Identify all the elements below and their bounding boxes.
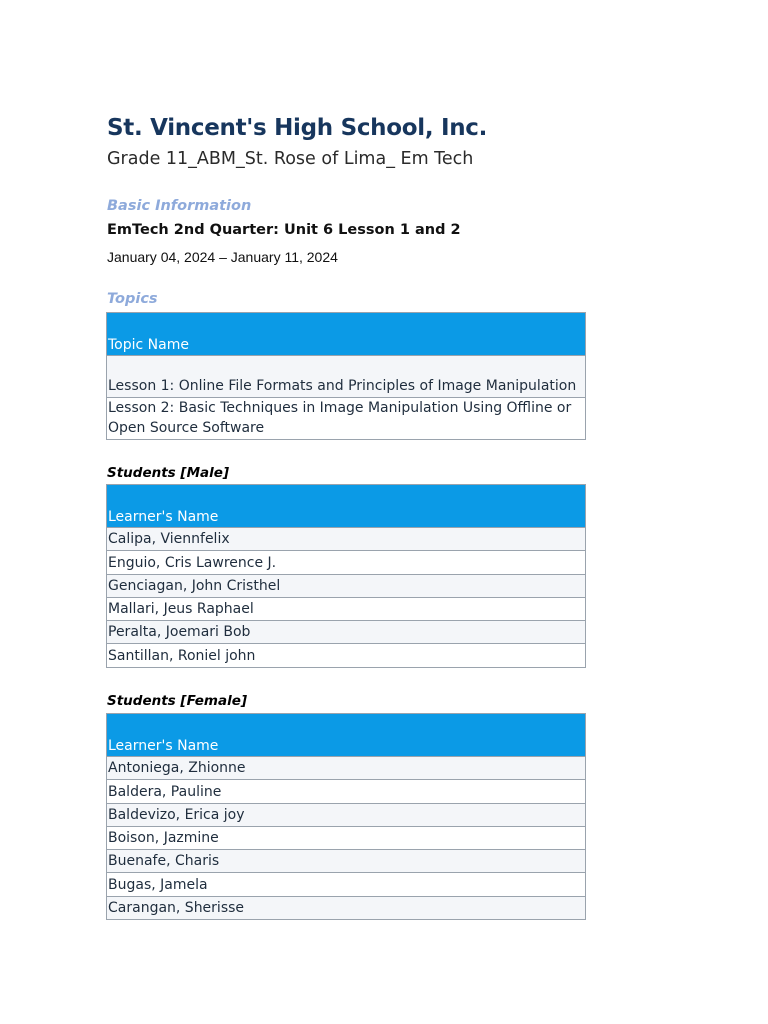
students-female-table <box>106 713 586 920</box>
learner-name-header: Learner's Name <box>107 485 586 528</box>
table-row <box>107 644 586 667</box>
learner-cell: Santillan, Roniel john <box>107 644 586 667</box>
learner-cell: Baldevizo, Erica joy <box>107 803 586 826</box>
learner-cell: Peralta, Joemari Bob <box>107 621 586 644</box>
table-row <box>107 528 586 551</box>
topics-table <box>106 312 586 440</box>
learner-cell: Boison, Jazmine <box>107 826 586 849</box>
topics-label: Topics <box>107 291 158 307</box>
lesson-title: EmTech 2nd Quarter: Unit 6 Lesson 1 and 2 <box>107 222 461 238</box>
table-row <box>107 896 586 919</box>
learner-cell: Bugas, Jamela <box>107 873 586 896</box>
date-range: January 04, 2024 – January 11, 2024 <box>107 249 338 265</box>
topic-cell: Lesson 1: Online File Formats and Principles of Image Manipulation <box>107 356 586 398</box>
table-row <box>107 398 586 440</box>
learner-cell: Antoniega, Zhionne <box>107 757 586 780</box>
table-row <box>107 826 586 849</box>
table-row <box>107 356 586 398</box>
table-row <box>107 850 586 873</box>
learner-cell: Enguio, Cris Lawrence J. <box>107 551 586 574</box>
students-female-label: Students [Female] <box>107 693 248 709</box>
learner-cell: Calipa, Viennfelix <box>107 528 586 551</box>
table-row <box>107 597 586 620</box>
basic-information-label: Basic Information <box>107 198 252 214</box>
learner-cell: Carangan, Sherisse <box>107 896 586 919</box>
learner-cell: Genciagan, John Cristhel <box>107 574 586 597</box>
class-subtitle: Grade 11_ABM_St. Rose of Lima_ Em Tech <box>107 149 474 169</box>
table-row <box>107 574 586 597</box>
students-male-label: Students [Male] <box>107 465 230 481</box>
table-row <box>107 780 586 803</box>
table-row <box>107 803 586 826</box>
learner-cell: Mallari, Jeus Raphael <box>107 597 586 620</box>
table-row <box>107 551 586 574</box>
learner-cell: Baldera, Pauline <box>107 780 586 803</box>
learner-name-header: Learner's Name <box>107 714 586 757</box>
topic-name-header: Topic Name <box>107 313 586 356</box>
table-row <box>107 873 586 896</box>
students-male-table <box>106 484 586 668</box>
table-row <box>107 621 586 644</box>
table-row <box>107 757 586 780</box>
school-title: St. Vincent's High School, Inc. <box>107 115 488 141</box>
learner-cell: Buenafe, Charis <box>107 850 586 873</box>
topic-cell: Lesson 2: Basic Techniques in Image Manipulation Using Offline or Open Source Software <box>107 398 586 440</box>
